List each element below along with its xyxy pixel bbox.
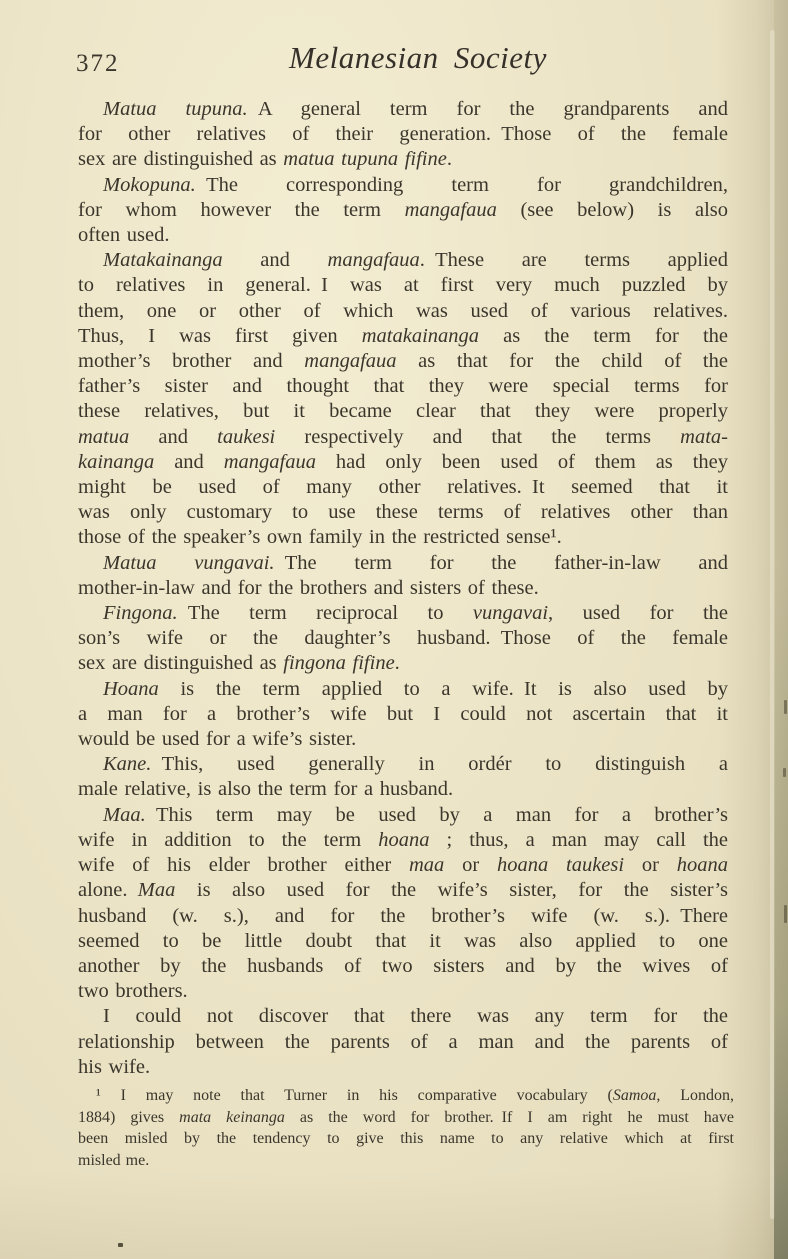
text-line: Thus, I was first given matakainanga as the term for the xyxy=(78,324,728,347)
text-line: mother’s brother and mangafaua as that for the child of the xyxy=(78,350,728,373)
text-line: ¹ I may note that Turner in his comparative vocabulary (Samoa, London, xyxy=(96,1087,734,1104)
text-line: kainanga and mangafaua had only been used of them as they xyxy=(78,450,728,473)
text-line: seemed to be little doubt that it was also applied to one xyxy=(78,929,728,952)
text-line: Hoana is the term applied to a wife. It is also used by xyxy=(103,677,728,700)
text-line: sex are distinguished as fingona fifine. xyxy=(78,652,400,675)
text-line: his wife. xyxy=(78,1055,151,1078)
text-line: would be used for a wife’s sister. xyxy=(78,728,357,751)
text-line: to relatives in general. I was at first very much puzzled by xyxy=(78,274,728,297)
page-edge-mark xyxy=(784,905,787,923)
text-line: Matakainanga and mangafaua. These are terms applied xyxy=(103,249,728,272)
page-edge-mark xyxy=(783,768,786,777)
text-line: son’s wife or the daughter’s husband. Those of the female xyxy=(78,627,728,650)
footnote xyxy=(78,1085,734,1172)
text-line: another by the husbands of two sisters and by the wives of xyxy=(78,954,728,977)
text-line: two brothers. xyxy=(78,980,188,1003)
text-line: Maa. This term may be used by a man for a brother’s xyxy=(103,803,728,826)
text-line: often used. xyxy=(78,224,170,247)
page-edge-mark xyxy=(784,700,787,714)
text-line: Kane. This, used generally in ordér to distinguish a xyxy=(103,753,728,776)
text-line: I could not discover that there was any term for the xyxy=(103,1005,728,1028)
text-line: wife of his elder brother either maa or hoana taukesi or hoana xyxy=(78,854,728,877)
text-line: Matua vungavai. The term for the father-in-law and xyxy=(103,551,728,574)
text-line: those of the speaker’s own family in the restricted sense¹. xyxy=(78,526,562,549)
text-line: male relative, is also the term for a husband. xyxy=(78,778,454,801)
text-line: father’s sister and thought that they were special terms for xyxy=(78,375,728,398)
page-number: 372 xyxy=(76,50,120,77)
body-text xyxy=(78,97,728,1080)
text-line: a man for a brother’s wife but I could not ascertain that it xyxy=(78,702,728,725)
text-line: relationship between the parents of a man and the parents of xyxy=(78,1030,728,1053)
text-line: these relatives, but it became clear that they were properly xyxy=(78,400,728,423)
text-line: Fingona. The term reciprocal to vungavai, used for the xyxy=(103,602,728,625)
page-edge-shadow xyxy=(774,0,788,1259)
text-line: Matua tupuna. A general term for the grandparents and xyxy=(103,98,729,120)
text-line: mother-in-law and for the brothers and sisters of these. xyxy=(78,576,539,599)
text-line: matua and taukesi respectively and that the terms mata- xyxy=(78,425,728,448)
text-line: them, one or other of which was used of various relatives. xyxy=(78,299,728,322)
text-line: alone. Maa is also used for the wife’s sister, for the sister’s xyxy=(78,879,728,902)
text-line: been misled by the tendency to give this name to any relative which at first xyxy=(78,1130,734,1148)
text-line: 1884) gives mata keinanga as the word for brother. If I am right he must have xyxy=(78,1108,734,1126)
paper-speck xyxy=(118,1243,123,1247)
running-title: Melanesian Society xyxy=(289,40,547,75)
text-line: misled me. xyxy=(78,1152,150,1170)
text-line: might be used of many other relatives. It seemed that it xyxy=(78,476,728,499)
text-line: Mokopuna. The corresponding term for grandchildren, xyxy=(103,173,728,196)
text-line: for other relatives of their generation. Those of the female xyxy=(78,123,728,146)
text-line: husband (w. s.), and for the brother’s wife (w. s.). There xyxy=(78,904,728,927)
text-line: was only customary to use these terms of relatives other than xyxy=(78,501,728,524)
text-line: for whom however the term mangafaua (see below) is also xyxy=(78,198,729,221)
text-line: wife in addition to the term hoana ; thus, a man may call the xyxy=(78,828,728,851)
text-line: sex are distinguished as matua tupuna fifine. xyxy=(78,148,452,171)
